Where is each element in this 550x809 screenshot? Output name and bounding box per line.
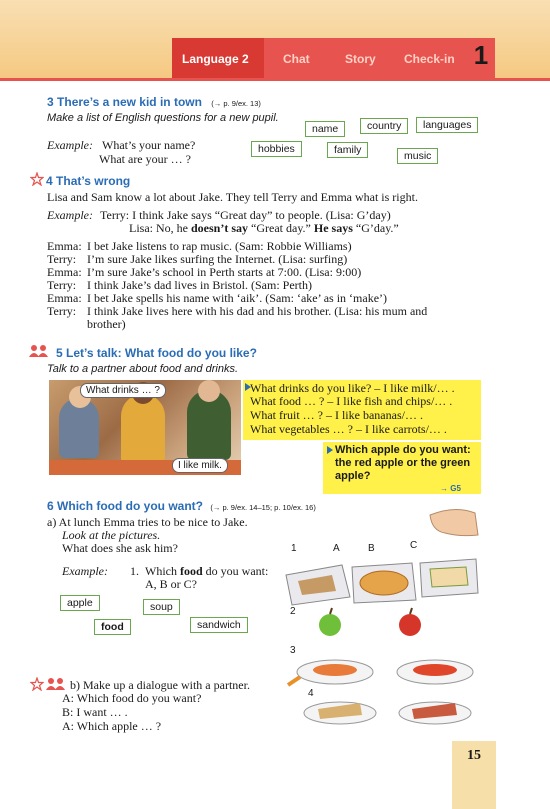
ex4-ex-text-3: “G’day.” (352, 221, 399, 235)
ex4-ex-bold: doesn’t say (191, 221, 249, 235)
tab-chat[interactable]: Chat (283, 52, 310, 66)
unit-number: 1 (473, 40, 489, 70)
grammar-ref: → G5 (440, 484, 461, 493)
ex6-b-title: b) Make up a dialogue with a partner. (70, 678, 250, 692)
card-food: food (94, 619, 131, 635)
line-text: I’m sure Jake likes surfing the Internet. (Lisa: surfing) (87, 252, 348, 266)
card-hobbies: hobbies (251, 141, 302, 157)
phrase-line: What food … ? – I like fish and chips/… . (250, 394, 453, 408)
line-text: I bet Jake listens to rap music. (Sam: Robbie Williams) (87, 239, 352, 253)
pair-work-icon (45, 677, 67, 691)
ex4-dialogue (47, 240, 427, 331)
speaker: Emma: (47, 291, 82, 305)
arrow-right-icon (326, 446, 334, 454)
ex4-number: 4 (46, 174, 53, 188)
card-languages: languages (416, 117, 478, 133)
speech-bubble-1: What drinks … ? (80, 383, 166, 398)
ex6-ex-text: Which (145, 564, 180, 578)
food-pictures (280, 505, 480, 735)
ex4-intro: Lisa and Sam know a lot about Jake. They tell Terry and Emma what is right. (47, 190, 418, 204)
ex6-b-line-1: A: Which food do you want? (62, 691, 202, 705)
pic-label-b: B (368, 543, 375, 554)
ex3-heading (47, 95, 261, 109)
pic-label-a: A (333, 543, 340, 554)
ex6-number: 6 (47, 499, 54, 513)
ex5-title: Let’s talk: What food do you like? (66, 346, 257, 360)
grammar-line: the red apple or the green (335, 457, 471, 469)
card-country: country (360, 118, 408, 134)
pair-work-icon (28, 344, 50, 358)
dialogue-line (47, 318, 427, 331)
ex6-example-line-2: A, B or C? (145, 577, 197, 591)
ex6-ex-bold: food (180, 564, 203, 578)
tab-story[interactable]: Story (345, 52, 376, 66)
ex3-title: There’s a new kid in town (57, 95, 202, 109)
ex6-a-line: a) At lunch Emma tries to be nice to Jake. (47, 515, 248, 529)
line-text: I bet Jake spells his name with ‘aik’. (Sam: ‘ake’ as in ‘make’) (87, 291, 388, 305)
pic-label-2: 2 (290, 606, 296, 617)
card-family: family (327, 142, 368, 158)
line-text: I’m sure Jake’s school in Perth starts at 7:00. (Lisa: 9:00) (87, 265, 362, 279)
speaker: Terry: (47, 278, 77, 292)
ex4-example-label: Example: (47, 208, 93, 222)
ex3-number: 3 (47, 95, 54, 109)
tab-language-2[interactable]: Language 2 (182, 52, 249, 66)
phrase-line: What drinks do you like? – I like milk/… . (250, 381, 455, 395)
ex3-example-label: Example: (47, 138, 93, 152)
pic-label-4: 4 (308, 688, 314, 699)
ex3-example-line-2: What are your … ? (99, 152, 191, 166)
star-icon (30, 677, 44, 691)
ex3-ref: (→ p. 9/ex. 13) (211, 99, 261, 108)
ex3-instruction: Make a list of English questions for a new pupil. (47, 112, 279, 124)
ex4-ex-bold-2: He says (313, 221, 353, 235)
pic-label-3: 3 (290, 645, 296, 656)
ex6-ex-text-2: do you want: (202, 564, 269, 578)
line-text: I think Jake lives here with his dad and his brother. (Lisa: his mum and (87, 304, 428, 318)
line-text: I think Jake’s dad lives in Bristol. (Sam: Perth) (87, 278, 312, 292)
speech-bubble-2: I like milk. (172, 458, 228, 473)
speaker: Terry: (47, 304, 77, 318)
tab-check-in[interactable]: Check-in (404, 52, 455, 66)
card-soup: soup (143, 599, 180, 615)
ex6-example-label: Example: (62, 564, 108, 578)
pic-label-c: C (410, 540, 418, 551)
speaker: Terry: (47, 252, 77, 266)
ex4-heading (46, 174, 130, 188)
ex6-heading (47, 499, 316, 513)
header-rule (0, 78, 550, 81)
ex6-b-line-3: A: Which apple … ? (62, 719, 162, 733)
ex5-number: 5 (56, 346, 63, 360)
card-music: music (397, 148, 438, 164)
ex6-example-num: 1. (130, 564, 139, 578)
speaker: Emma: (47, 265, 82, 279)
phrase-line: What fruit … ? – I like bananas/… . (250, 408, 423, 422)
ex6-a-instruction-2: What does she ask him? (62, 541, 178, 555)
pic-label-1: 1 (291, 543, 297, 554)
ex6-title: Which food do you want? (57, 499, 204, 513)
card-name: name (305, 121, 345, 137)
ex3-example-line-1: What’s your name? (102, 138, 196, 152)
grammar-box-text (335, 444, 471, 483)
ex4-ex-text-2: “Great day.” (248, 221, 314, 235)
ex4-title: That’s wrong (56, 174, 131, 188)
line-text: brother) (87, 317, 126, 331)
ex6-a-instruction-1: Look at the pictures. (62, 528, 161, 542)
ex5-instruction: Talk to a partner about food and drinks. (47, 363, 238, 375)
ex5-heading (56, 346, 257, 360)
star-icon (30, 172, 44, 186)
card-apple: apple (60, 595, 100, 611)
page-number: 15 (467, 748, 481, 763)
ex4-example-line-1: Terry: I think Jake says “Great day” to people. (Lisa: G’day) (100, 208, 391, 222)
ex4-example-line-2 (129, 222, 399, 235)
ex4-ex-text: Lisa: No, he (129, 221, 191, 235)
ex6-ref: (→ p. 9/ex. 14–15; p. 10/ex. 16) (210, 503, 316, 512)
grammar-line: apple? (335, 470, 371, 482)
card-sandwich: sandwich (190, 617, 248, 633)
phrase-line: What vegetables … ? – I like carrots/… . (250, 422, 447, 436)
speaker: Emma: (47, 239, 82, 253)
ex6-b-line-2: B: I want … . (62, 705, 128, 719)
grammar-line: Which apple do you want: (335, 444, 471, 456)
